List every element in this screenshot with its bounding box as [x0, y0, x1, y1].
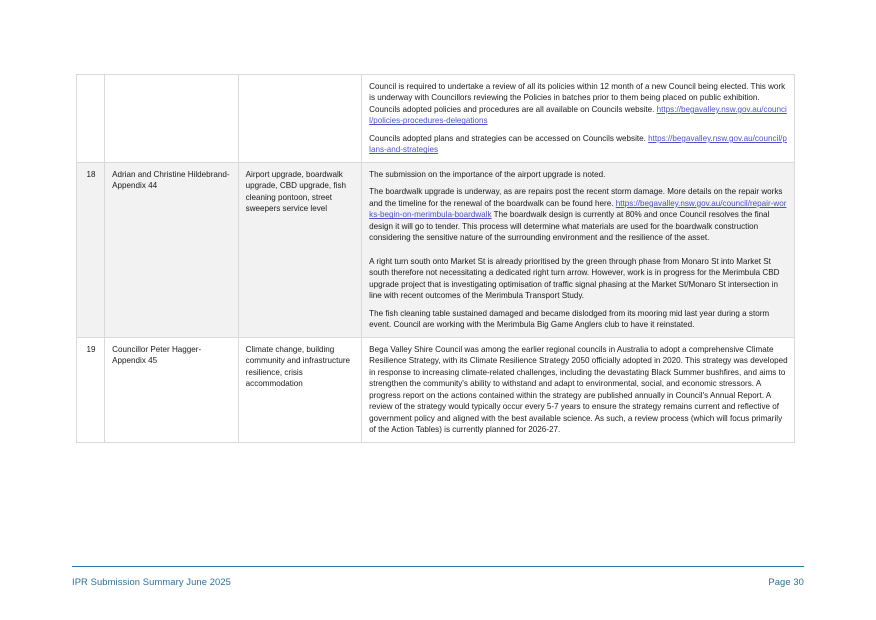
external-link[interactable]: https://begavalley.nsw.gov.au/council/policies-procedures-delegations: [369, 104, 787, 126]
paragraph-text: The submission on the importance of the airport upgrade is noted.: [369, 169, 606, 179]
row-response-cell: [362, 162, 795, 337]
paragraph-text: The boardwalk upgrade is underway, as are repairs post the recent storm damage. More details on the repair works and the timeline for the renewal of the boardwalk can be found here.: [369, 187, 783, 208]
row-response-cell: [362, 75, 795, 163]
row-number-cell: 18: [77, 162, 105, 337]
response-paragraph: [369, 81, 788, 127]
page-footer: [72, 576, 804, 587]
row-number-cell: [77, 75, 105, 163]
paragraph-text: Bega Valley Shire Council was among the earlier regional councils in Australia to adopt a comprehensive Climate Resilience Strategy, with its Climate Resilience Strategy 2050 officially adopted in 2020. This strategy was developed in response to increasing climate-related challenges, including the devastating Black Summer bushfires, and aims to strengthen the community's ability to withstand and adapt to environmental, social, and economic stressors. A progress report on the actions contained within the strategy are published annually in Council's Annual Report. A review of the strategy would typically occur every 5-7 years to ensure the strategy remains current and reflective of government policy and aligned with the best available science. As such, a review process (which will focus primarily of the Action Tables) is currently planned for 2026-27.: [369, 344, 788, 435]
paragraph-text: The fish cleaning table sustained damaged and became dislodged from its mooring mid last year during a storm event. Council are working with the Merimbula Big Game Anglers club to have it reinstated.: [369, 308, 770, 330]
row-topic-cell: Airport upgrade, boardwalk upgrade, CBD upgrade, fish cleaning pontoon, street sweepers service level: [238, 162, 362, 337]
paragraph-text: Council is required to undertake a review of all its policies within 12 month of a new Council being elected. This work is underway with Councillors reviewing the Policies in batches prior to them being placed on public exhibition. Councils adopted policies and procedures are all available on Councils website.: [369, 82, 786, 114]
response-paragraph: [369, 169, 788, 180]
external-link[interactable]: https://begavalley.nsw.gov.au/council/plans-and-strategies: [369, 133, 787, 155]
row-name-cell: Councillor Peter Hagger- Appendix 45: [105, 337, 239, 442]
row-topic-cell: [238, 75, 362, 163]
submission-summary-table: [76, 74, 795, 443]
row-response-cell: [362, 337, 795, 442]
footer-divider: [72, 566, 804, 567]
response-paragraph: [369, 133, 788, 156]
response-paragraph: [369, 186, 788, 243]
row-number-cell: 19: [77, 337, 105, 442]
paragraph-text: Councils adopted plans and strategies can be accessed on Councils website.: [369, 133, 649, 143]
table-body: [77, 75, 795, 443]
table-row: [77, 337, 795, 442]
footer-page-number: Page 30: [768, 576, 804, 587]
response-paragraph: [369, 344, 788, 436]
row-name-cell: [105, 75, 239, 163]
external-link[interactable]: https://begavalley.nsw.gov.au/council/repair-works-begin-on-merimbula-boardwalk: [369, 198, 787, 220]
row-topic-cell: Climate change, building community and infrastructure resilience, crisis accommodation: [238, 337, 362, 442]
paragraph-text: A right turn south onto Market St is already prioritised by the green through phase from Monaro St into Market St south therefore not necessitating a dedicated right turn arrow. However, work is in progress for the Merimbula CBD upgrade project that is investigating optimisation of traffic signal phasing at the Market St/Monaro St intersection in line with recent outcomes of the Merimbula Transport Study.: [369, 256, 780, 301]
table-row: [77, 162, 795, 337]
response-paragraph: [369, 308, 788, 331]
row-name-cell: Adrian and Christine Hildebrand- Appendix 44: [105, 162, 239, 337]
table-row: [77, 75, 795, 163]
footer-document-title: IPR Submission Summary June 2025: [72, 576, 231, 587]
response-paragraph: [369, 256, 788, 302]
paragraph-text-after: The boardwalk design is currently at 80% and once Council resolves the final design it will go to tender. This process will determine what materials are used for the boardwalk construction considering the sensitive nature of the surrounding environment and the resilience of the asset.: [369, 210, 770, 243]
